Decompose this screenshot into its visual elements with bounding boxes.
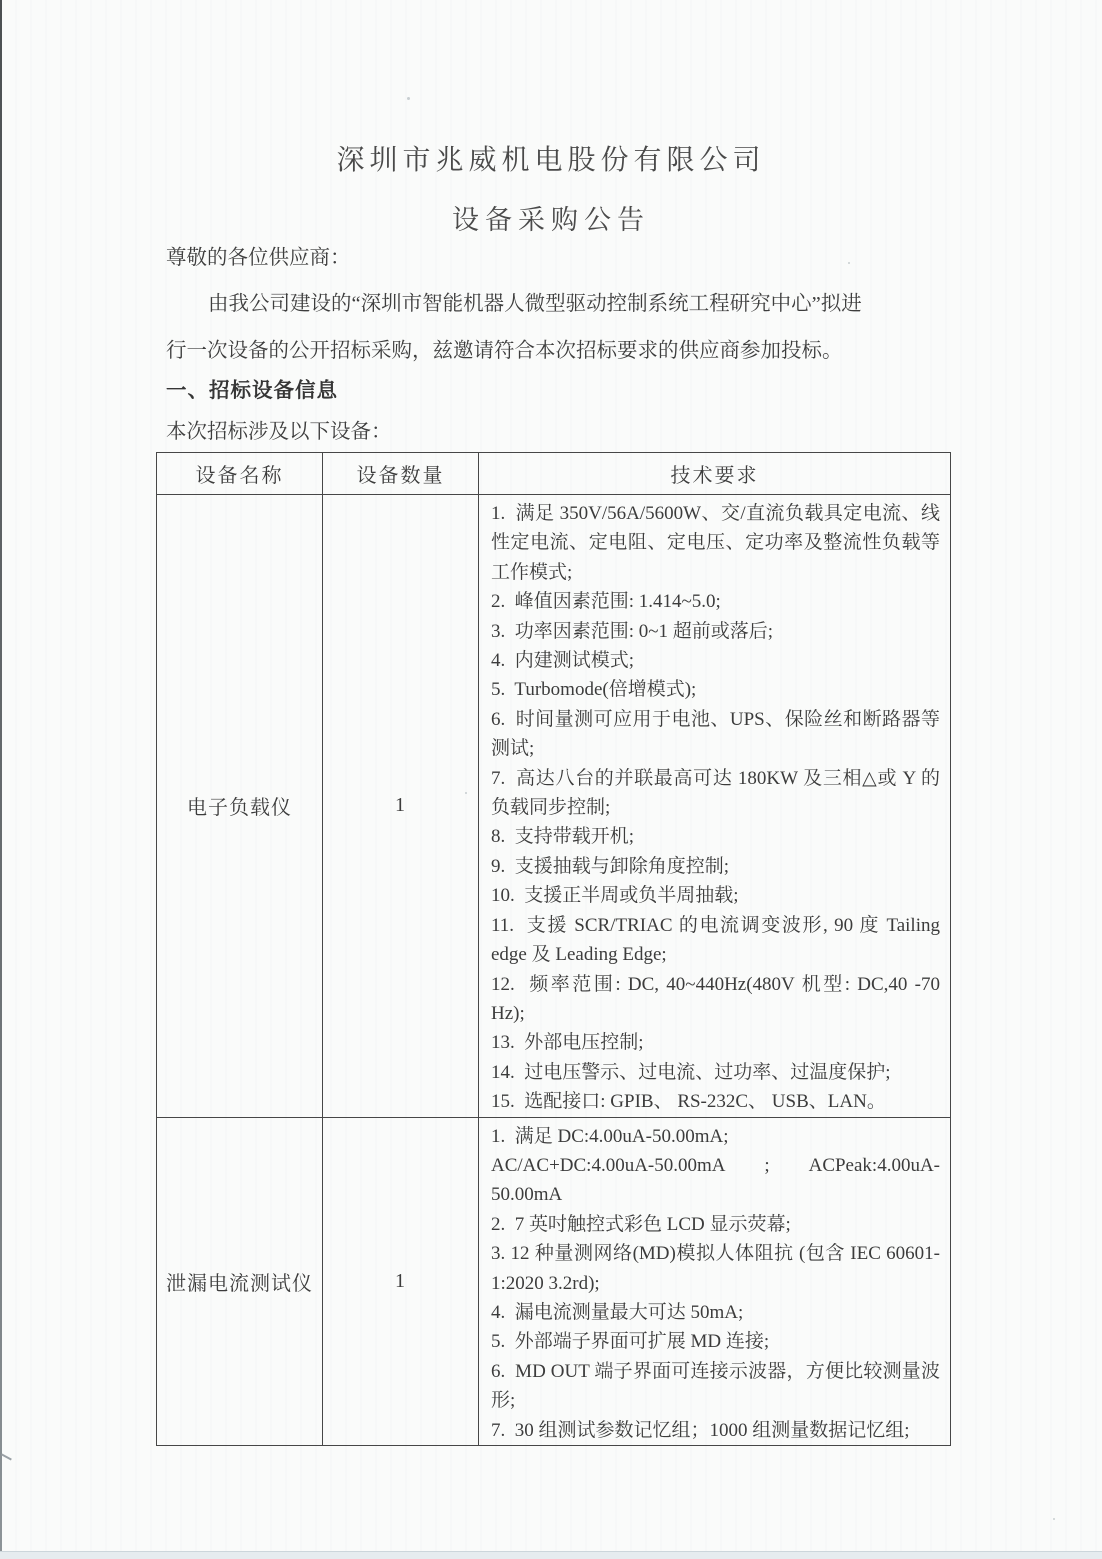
scan-page-bottom-edge bbox=[0, 1551, 1102, 1559]
requirement-item: 6. MD OUT 端子界面可连接示波器，方便比较测量波形; bbox=[491, 1360, 940, 1412]
requirement-item: 6. 时间量测可应用于电池、UPS、保险丝和断路器等测试; bbox=[491, 708, 940, 760]
section-heading: 一、招标设备信息 bbox=[166, 380, 338, 402]
intro-line: 行一次设备的公开招标采购，兹邀请符合本次招标要求的供应商参加投标。 bbox=[166, 340, 843, 362]
requirement-item: 10. 支援正半周或负半周抽载; bbox=[491, 885, 739, 907]
equipment-quantity: 1 bbox=[323, 495, 479, 1118]
requirement-item: 5. 外部端子界面可扩展 MD 连接; bbox=[491, 1331, 770, 1353]
requirement-item: 7. 高达八台的并联最高可达 180KW 及三相△或 Y 的负载同步控制; bbox=[491, 767, 940, 819]
table-lead-in: 本次招标涉及以下设备： bbox=[166, 421, 392, 443]
requirement-item: 2. 峰值因素范围: 1.414~5.0; bbox=[491, 591, 721, 613]
table-header-row bbox=[157, 453, 951, 495]
requirement-item: 4. 漏电流测量最大可达 50mA; bbox=[491, 1301, 744, 1323]
intro-paragraph bbox=[166, 281, 944, 375]
scan-speck bbox=[848, 262, 850, 264]
requirement-item: 14. 过电压警示、过电流、过功率、过温度保护; bbox=[491, 1061, 891, 1083]
requirement-item: 2. 7 英吋触控式彩色 LCD 显示荧幕; bbox=[491, 1213, 791, 1235]
equipment-name: 电子负载仪 bbox=[157, 495, 323, 1118]
intro-line: 由我公司建设的“深圳市智能机器人微型驱动控制系统工程研究中心”拟进 bbox=[208, 293, 862, 315]
equipment-table-body bbox=[157, 495, 951, 1446]
table-row bbox=[157, 495, 951, 1118]
table-row bbox=[157, 1117, 951, 1445]
requirement-item: 9. 支援抽载与卸除角度控制; bbox=[491, 855, 730, 877]
requirement-item: 5. Turbomode(倍增模式); bbox=[491, 679, 697, 701]
equipment-name: 泄漏电流测试仪 bbox=[157, 1117, 323, 1445]
requirement-item: 12. 频率范围: DC, 40~440Hz(480V 机型: DC,40 -70 Hz); bbox=[491, 973, 940, 1024]
scan-speck bbox=[1053, 1518, 1055, 1520]
equipment-quantity: 1 bbox=[323, 1117, 479, 1445]
scan-artifact-mark bbox=[1, 1454, 12, 1461]
requirement-item: 3. 12 种量测网络(MD)模拟人体阻抗 (包含 IEC 60601-1:2020 3.2rd); bbox=[491, 1243, 940, 1294]
technical-requirements bbox=[479, 1117, 951, 1445]
requirement-item: 7. 30 组测试参数记忆组；1000 组测量数据记忆组; bbox=[491, 1419, 910, 1441]
equipment-table bbox=[156, 452, 951, 1446]
requirement-item: 13. 外部电压控制; bbox=[491, 1032, 644, 1054]
requirement-item: 4. 内建测试模式; bbox=[491, 650, 635, 672]
announcement-title: 设备采购公告 bbox=[452, 205, 650, 235]
requirement-item: 11. 支援 SCR/TRIAC 的电流调变波形, 90 度 Tailing edge 及 Leading Edge; bbox=[491, 914, 940, 966]
requirement-item: 3. 功率因素范围: 0~1 超前或落后; bbox=[491, 620, 774, 642]
header-equipment-name: 设备名称 bbox=[157, 453, 323, 495]
scan-speck bbox=[407, 97, 410, 100]
header-equipment-quantity: 设备数量 bbox=[323, 453, 479, 495]
company-title: 深圳市兆威机电股份有限公司 bbox=[336, 145, 766, 176]
salutation: 尊敬的各位供应商： bbox=[166, 247, 351, 269]
technical-requirements bbox=[479, 495, 951, 1118]
header-technical-requirements: 技术要求 bbox=[479, 453, 951, 495]
requirement-item: 1. 满足 350V/56A/5600W、交/直流负载具定电流、线性定电流、定电阻、定电压、定功率及整流性负载等工作模式; bbox=[491, 503, 940, 583]
requirement-item: AC/AC+DC:4.00uA-50.00mA ; ACPeak:4.00uA-50.00mA bbox=[491, 1154, 940, 1206]
requirement-item: 15. 选配接口: GPIB、 RS-232C、 USB、LAN。 bbox=[491, 1091, 886, 1113]
requirement-item: 1. 满足 DC:4.00uA-50.00mA; bbox=[491, 1125, 729, 1147]
requirement-item: 8. 支持带载开机; bbox=[491, 826, 635, 848]
